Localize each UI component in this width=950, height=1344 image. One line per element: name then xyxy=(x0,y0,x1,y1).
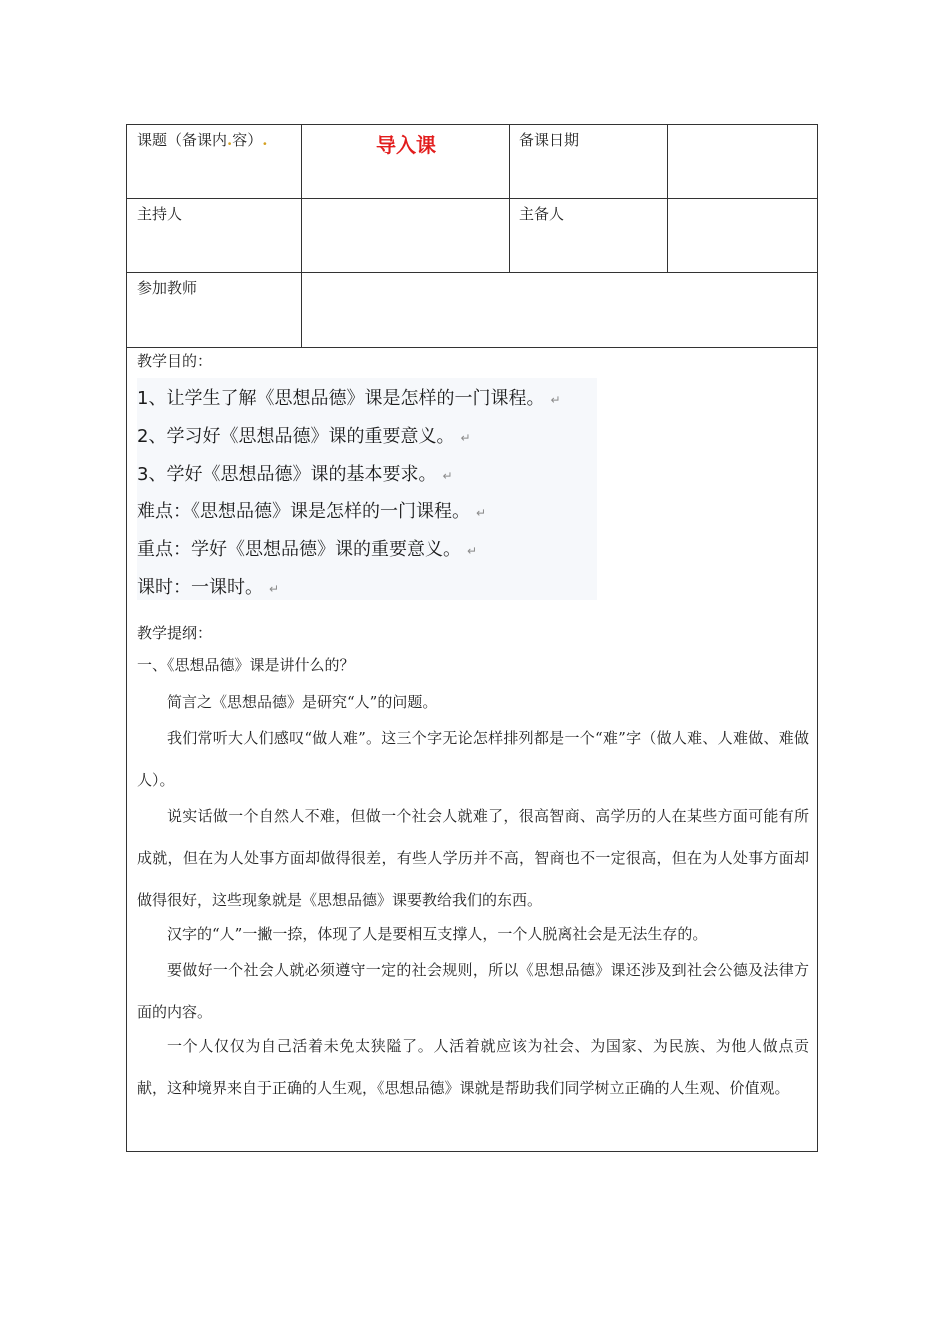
outline-paragraph: 汉字的“人”一撇一捺，体现了人是要相互支撑人，一个人脱离社会是无法生存的。 xyxy=(167,925,708,943)
goal-item: 3、学好《思想品德》课的基本要求。 ↵ xyxy=(137,464,453,485)
outline-paragraph: 说实话做一个自然人不难，但做一个社会人就难了，很高智商、高学历的人在某些方面可能有所成就，但在为人处事方面却做得很差，有些人学历并不高，智商也不一定很高，但在为人处事方面却做得很好，这些现象就是《思想品德》课要教给我们的东西。 xyxy=(137,807,809,909)
participating-teachers-label: 参加教师 xyxy=(137,279,198,297)
teaching-goals-heading: 教学目的： xyxy=(137,352,213,370)
row-divider xyxy=(127,347,817,348)
paragraph-mark-icon: ↵ xyxy=(467,544,478,558)
row-divider xyxy=(127,272,817,273)
teaching-outline-heading: 教学提纲： xyxy=(137,624,213,642)
paragraph-mark-icon: ↵ xyxy=(476,506,487,520)
outline-paragraph: 我们常听大人们感叹“做人难”。这三个字无论怎样排列都是一个“难”字（做人难、人难做、难做人）。 xyxy=(137,729,809,789)
host-label: 主持人 xyxy=(137,205,183,223)
column-divider xyxy=(667,125,668,273)
outline-paragraph: 要做好一个社会人就必须遵守一定的社会规则，所以《思想品德》课还涉及到社会公德及法律方面的内容。 xyxy=(137,961,809,1021)
focus-item: 重点：学好《思想品德》课的重要意义。 ↵ xyxy=(137,539,478,560)
outline-section-heading: 一、《思想品德》课是讲什么的？ xyxy=(137,656,355,674)
paragraph-mark-icon: ↵ xyxy=(460,431,471,445)
paragraph-mark-icon: ↵ xyxy=(269,582,280,596)
outline-paragraph: 简言之《思想品德》是研究“人”的问题。 xyxy=(167,693,438,711)
difficulty-item: 难点：《思想品德》课是怎样的一门课程。 ↵ xyxy=(137,501,487,522)
row-divider xyxy=(127,198,817,199)
date-label: 备课日期 xyxy=(519,131,580,149)
class-hours-item: 课时：一课时。 ↵ xyxy=(137,577,280,598)
outline-paragraph: 一个人仅仅为自己活着未免太狭隘了。人活着就应该为社会、为国家、为民族、为他人做点贡献，这种境界来自于正确的人生观，《思想品德》课就是帮助我们同学树立正确的人生观、价值观。 xyxy=(137,1037,809,1097)
paragraph-mark-icon: ↵ xyxy=(550,393,561,407)
lesson-plan-table xyxy=(126,124,818,1152)
goal-item: 1、让学生了解《思想品德》课是怎样的一门课程。 ↵ xyxy=(137,388,561,409)
lead-preparer-label: 主备人 xyxy=(519,205,565,223)
topic-cell xyxy=(302,125,509,198)
topic-label: 课题（备课内.容）. xyxy=(137,131,268,149)
goal-item: 2、学习好《思想品德》课的重要意义。 ↵ xyxy=(137,426,471,447)
topic-trailing-dot: . xyxy=(262,131,268,149)
lesson-title: 导入课 xyxy=(376,133,436,157)
paragraph-mark-icon: ↵ xyxy=(442,469,453,483)
